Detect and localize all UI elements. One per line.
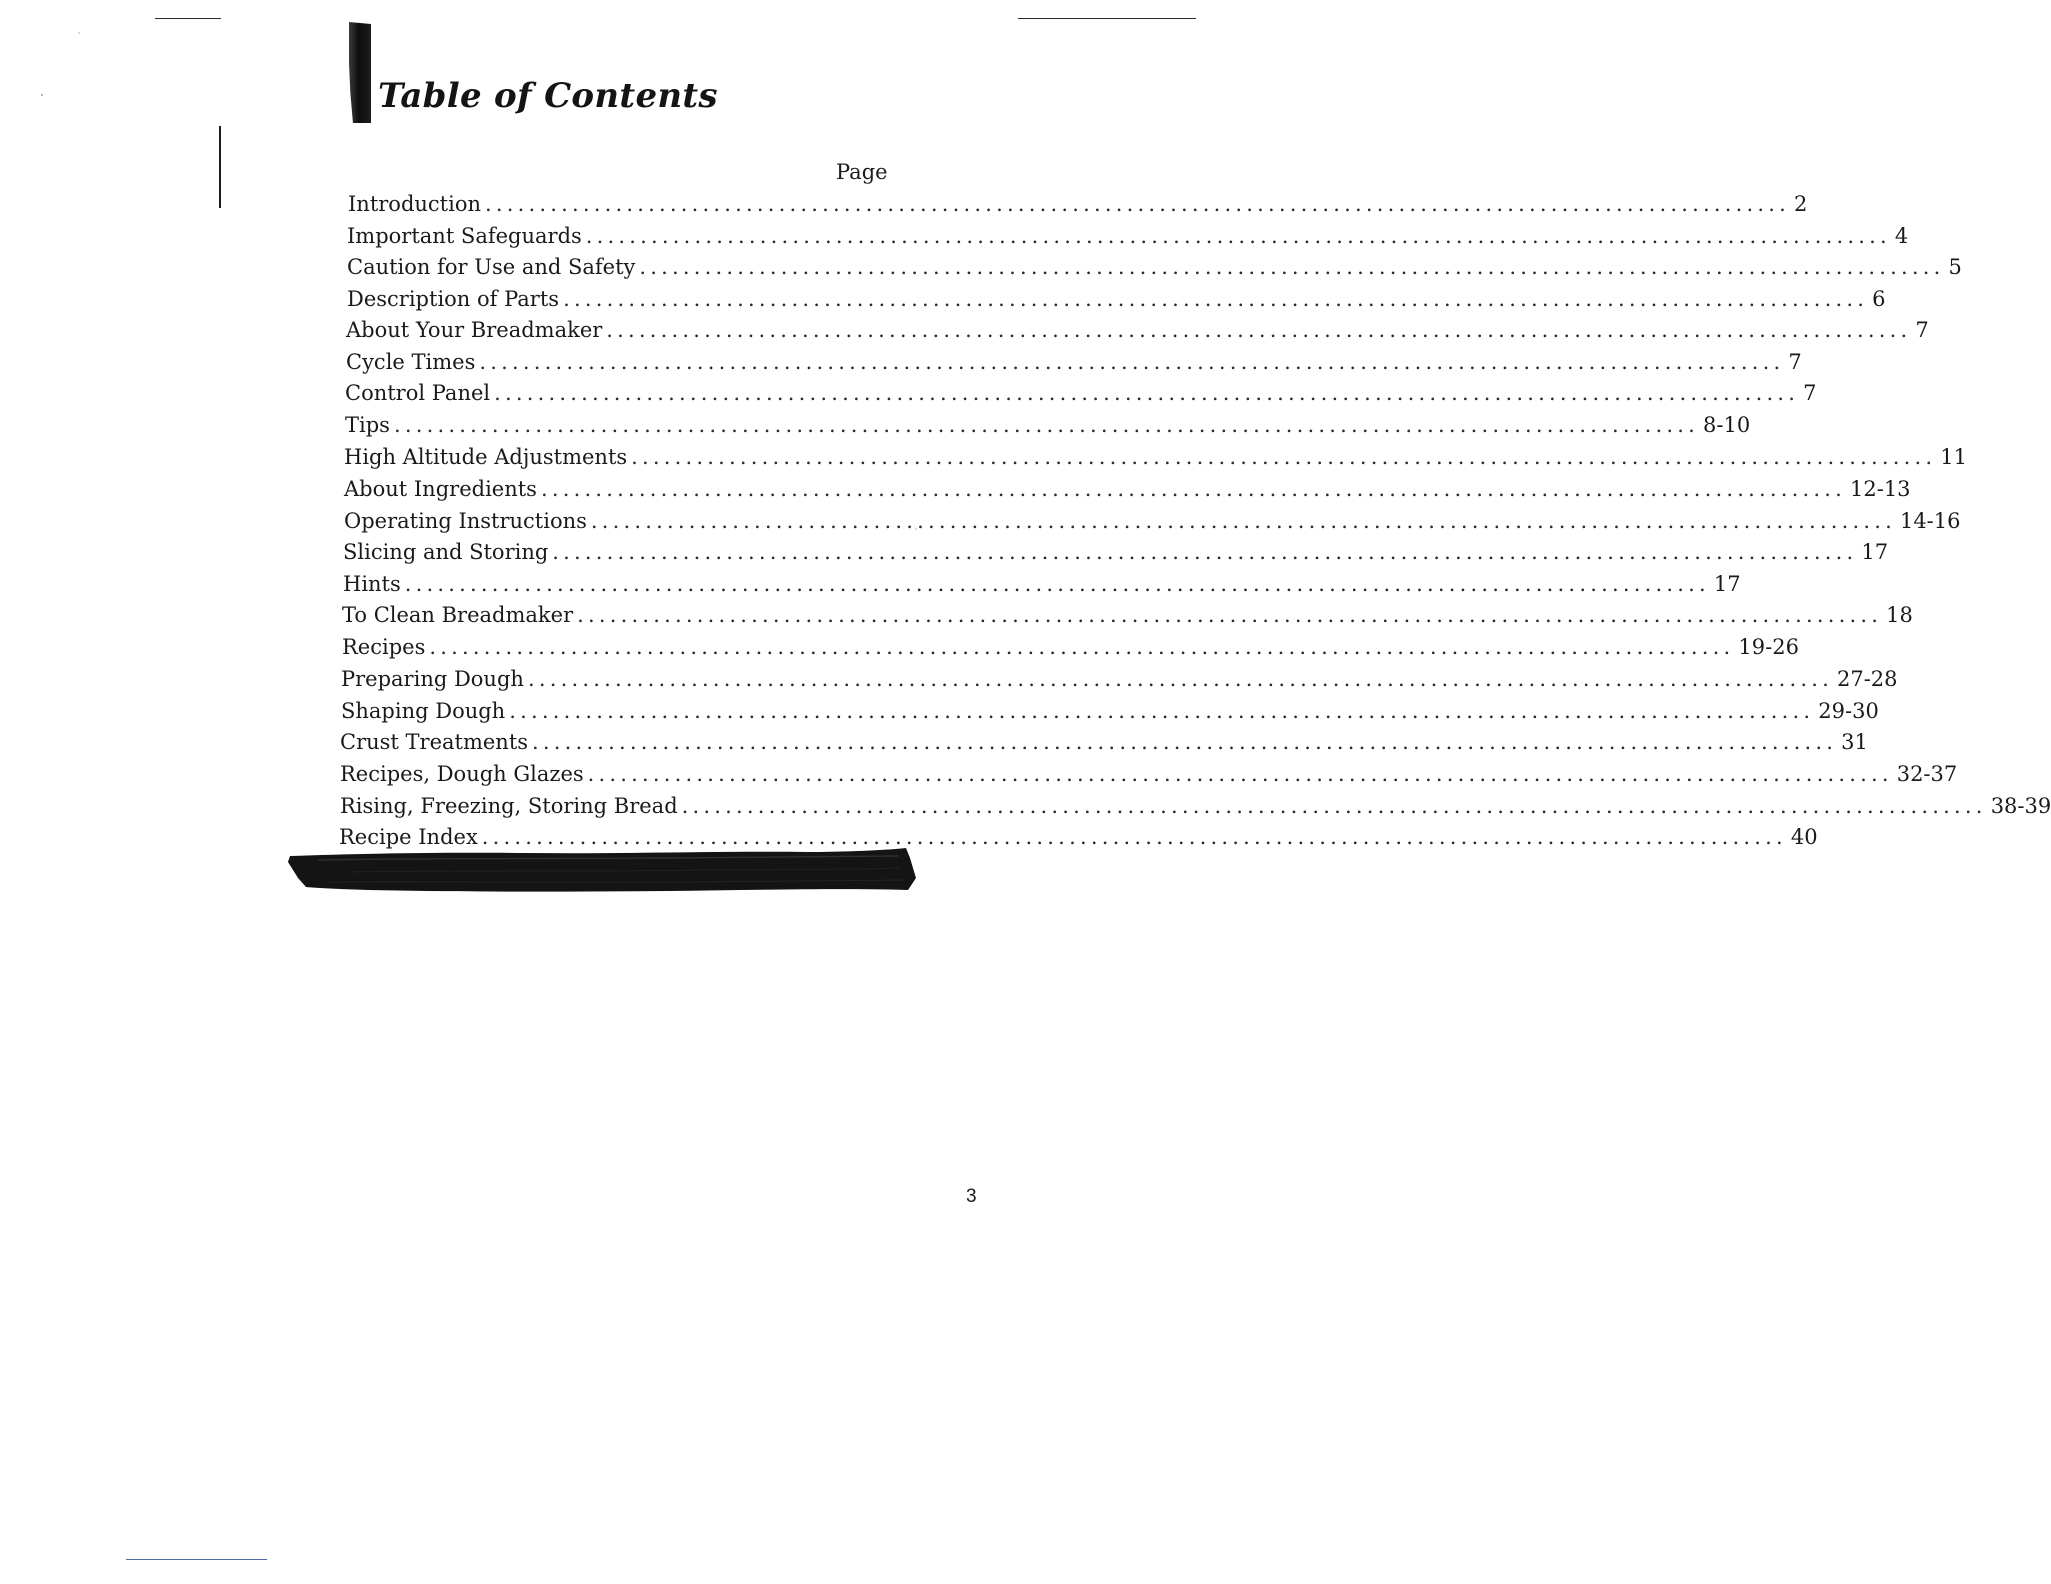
toc-entry[interactable] [347, 252, 1962, 282]
toc-entry-label: Cycle Times [346, 350, 476, 374]
toc-leader-dots: ........................................................................................................................ [532, 730, 1838, 754]
toc-entry-label: Preparing Dough [341, 667, 524, 691]
toc-entry-page: 27-28 [1836, 667, 1898, 691]
toc-leader-dots: ........................................................................................................................ [585, 224, 1891, 248]
toc-entry-label: Recipes, Dough Glazes [340, 762, 584, 786]
toc-leader-dots: ........................................................................................................................ [509, 699, 1815, 723]
toc-leader-dots: ........................................................................................................................ [631, 445, 1937, 469]
toc-leader-dots: ........................................................................................................................ [552, 540, 1858, 564]
toc-entry-label: Recipe Index [339, 825, 478, 849]
toc-leader-dots: ........................................................................................................................ [494, 381, 1800, 405]
toc-entry-label: Introduction [348, 192, 481, 216]
toc-entry-page: 12-13 [1850, 477, 1911, 501]
toc-entry[interactable] [343, 569, 1741, 599]
toc-entry-page: 2 [1794, 192, 1808, 216]
toc-leader-dots: ........................................................................................................................ [606, 318, 1912, 342]
toc-entry-page: 11 [1940, 445, 1967, 469]
toc-entry-label: Shaping Dough [341, 699, 506, 723]
toc-entry-label: Rising, Freezing, Storing Bread [340, 794, 678, 818]
toc-entry-page: 38-39 [1990, 794, 2051, 818]
toc-entry-page: 18 [1886, 603, 1913, 627]
toc-leader-dots: ........................................................................................................................ [587, 762, 1893, 786]
toc-entry-page: 8-10 [1703, 413, 1751, 437]
toc-entry[interactable] [347, 284, 1886, 314]
toc-leader-dots: ........................................................................................................................ [540, 477, 1846, 501]
toc-leader-dots: ........................................................................................................................ [404, 572, 1710, 596]
toc-entry-page: 7 [1788, 350, 1802, 374]
page-column-header: Page [836, 160, 888, 184]
toc-entry[interactable] [340, 759, 1958, 789]
toc-entry-page: 17 [1861, 540, 1889, 564]
toc-leader-dots: ........................................................................................................................ [639, 255, 1945, 279]
toc-leader-dots: ........................................................................................................................ [527, 667, 1833, 691]
toc-entry-page: 40 [1790, 825, 1818, 849]
toc-entry-page: 31 [1841, 730, 1868, 754]
toc-entry-page: 14-16 [1899, 509, 1961, 533]
toc-entry[interactable] [346, 315, 1929, 345]
toc-entry-page: 19-26 [1738, 635, 1799, 659]
toc-entry-label: Caution for Use and Safety [347, 255, 636, 279]
toc-entry[interactable] [340, 727, 1868, 757]
toc-leader-dots: ........................................................................................................................ [481, 825, 1787, 849]
toc-entry[interactable] [345, 378, 1817, 408]
toc-entry[interactable] [346, 347, 1802, 377]
toc-entry-page: 4 [1894, 224, 1909, 248]
toc-entry-label: About Your Breadmaker [346, 318, 603, 342]
toc-entry[interactable] [341, 664, 1898, 694]
page-title: Table of Contents [378, 76, 718, 116]
toc-leader-dots: ........................................................................................................................ [393, 413, 1699, 437]
toc-entry-page: 7 [1915, 318, 1929, 342]
toc-entry-label: Important Safeguards [347, 224, 582, 248]
toc-entry[interactable] [344, 474, 1911, 504]
toc-entry-label: Crust Treatments [340, 730, 529, 754]
toc-entry[interactable] [347, 221, 1909, 251]
toc-entry-page: 17 [1713, 572, 1741, 596]
toc-entry-label: Operating Instructions [344, 509, 587, 533]
toc-entry-label: About Ingredients [344, 477, 537, 501]
toc-entry-page: 5 [1948, 255, 1962, 279]
toc-entry-label: Slicing and Storing [343, 540, 549, 564]
toc-entry-page: 6 [1872, 287, 1886, 311]
toc-entry[interactable] [348, 189, 1808, 219]
toc-entry-label: Hints [343, 572, 401, 596]
brush-stroke-divider [288, 848, 920, 896]
toc-entry[interactable] [342, 632, 1799, 662]
page-number: 3 [966, 1186, 977, 1207]
toc-leader-dots: ........................................................................................................................ [429, 635, 1735, 659]
toc-leader-dots: ........................................................................................................................ [590, 509, 1896, 533]
toc-entry-page: 29-30 [1818, 699, 1879, 723]
toc-entry-page: 7 [1803, 381, 1817, 405]
toc-leader-dots: ........................................................................................................................ [577, 603, 1883, 627]
toc-leader-dots: ........................................................................................................................ [485, 192, 1791, 216]
toc-entry[interactable] [340, 791, 2051, 821]
toc-entry[interactable] [341, 696, 1879, 726]
toc-leader-dots: ........................................................................................................................ [479, 350, 1785, 374]
toc-entry[interactable] [343, 537, 1889, 567]
toc-entry-label: Tips [345, 413, 390, 437]
toc-entry-page: 32-37 [1896, 762, 1958, 786]
toc-leader-dots: ........................................................................................................................ [681, 794, 1987, 818]
toc-entry-label: To Clean Breadmaker [342, 603, 574, 627]
toc-entry-label: Control Panel [345, 381, 491, 405]
toc-entry[interactable] [342, 600, 1913, 630]
toc-entry[interactable] [345, 410, 1751, 440]
toc-entry[interactable] [344, 442, 1967, 472]
toc-entry[interactable] [344, 506, 1961, 536]
toc-entry-label: High Altitude Adjustments [344, 445, 628, 469]
toc-leader-dots: ........................................................................................................................ [563, 287, 1869, 311]
toc-entry-label: Description of Parts [347, 287, 560, 311]
toc-entry-label: Recipes [342, 635, 426, 659]
